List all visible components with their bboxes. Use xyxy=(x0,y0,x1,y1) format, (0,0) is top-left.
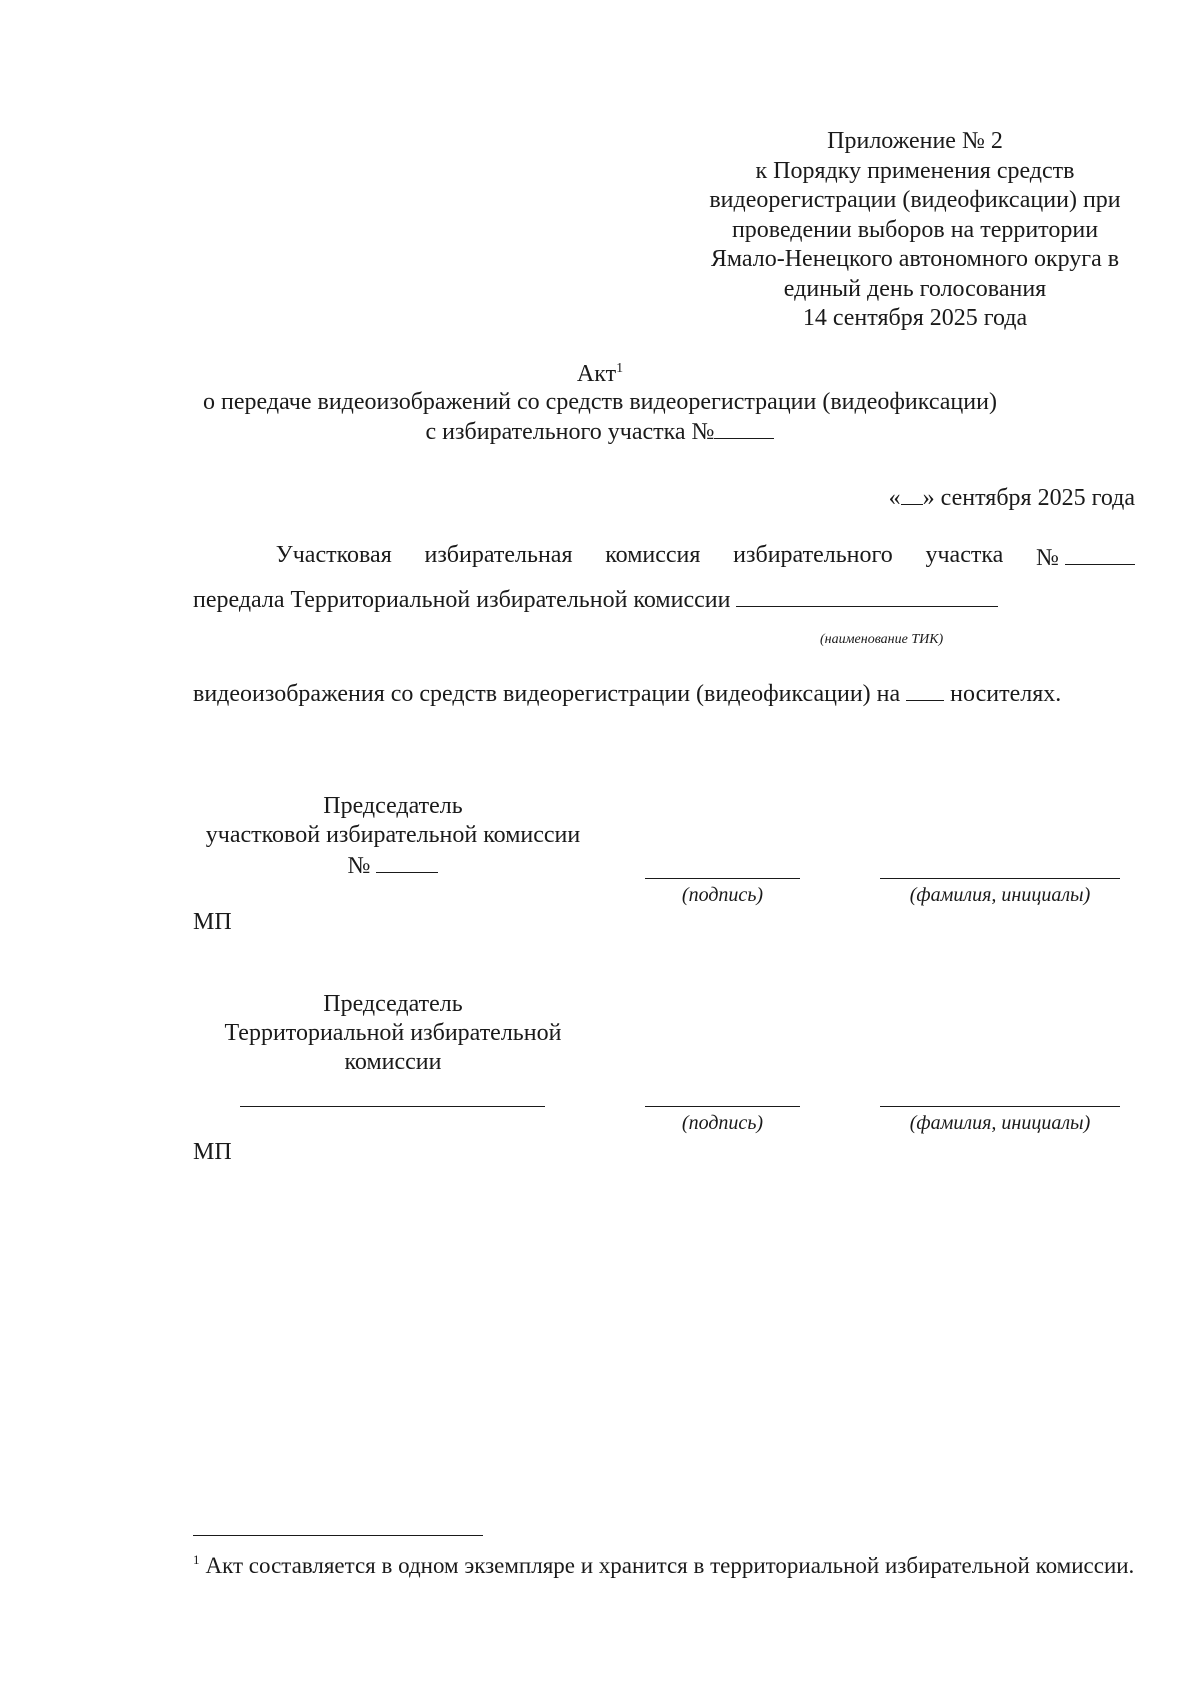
signature1-name-caption: (фамилия, инициалы) xyxy=(909,884,1091,906)
body-word: Участковая xyxy=(275,542,392,568)
tik-caption: (наименование ТИК) xyxy=(820,632,944,647)
body-word: избирательного xyxy=(733,542,893,568)
media-count-blank[interactable] xyxy=(906,678,944,701)
appendix-header xyxy=(660,127,1170,334)
uik-number-blank[interactable] xyxy=(1065,542,1135,565)
tik-name-blank[interactable] xyxy=(736,584,998,607)
footnote xyxy=(193,1550,1135,1582)
precinct-number-blank[interactable] xyxy=(714,416,774,439)
body-line2: передала Территориальной избирательной комиссии xyxy=(193,584,998,614)
act-subtitle-line2: с избирательного участка № xyxy=(180,416,1020,446)
appendix-line: Ямало-Ненецкого автономного округа в xyxy=(710,246,1120,272)
body-number: № xyxy=(1036,542,1135,572)
appendix-line: Приложение № 2 xyxy=(827,128,1003,154)
act-subtitle-line1: о передаче видеоизображений со средств видеорегистрации (видеофиксации) xyxy=(203,389,997,415)
signature1-sign-caption: (подпись) xyxy=(681,884,764,906)
signature2-sign-caption: (подпись) xyxy=(681,1112,764,1134)
day-blank[interactable] xyxy=(901,482,923,505)
appendix-line: единый день голосования xyxy=(783,275,1047,302)
act-date: « » сентября 2025 года xyxy=(889,482,1135,512)
signature2-title: Председатель Территориальной избирательной комиссии xyxy=(224,991,562,1075)
footnote-mark: 1 xyxy=(616,361,624,376)
body-word: избирательная xyxy=(424,542,573,568)
signature2-sign-line[interactable] xyxy=(645,1106,800,1107)
appendix-line: видеорегистрации (видеофиксации) при xyxy=(709,187,1121,213)
signature2-name-caption: (фамилия, инициалы) xyxy=(909,1112,1091,1134)
act-title-block xyxy=(180,360,1020,446)
appendix-line: к Порядку применения средств xyxy=(755,157,1075,184)
signature2-name-line[interactable] xyxy=(880,1106,1120,1107)
appendix-line: 14 сентября 2025 года xyxy=(802,305,1028,331)
signature1-sign-line[interactable] xyxy=(645,878,800,879)
footnote-text: Акт составляется в одном экземпляре и хранится в территориальной избирательной комиссии. xyxy=(205,1553,1135,1578)
body-line3: видеоизображения со средств видеорегистрации (видеофиксации) на носителях. xyxy=(193,678,1061,708)
signature2-seal: МП xyxy=(193,1139,232,1165)
signature1-name-line[interactable] xyxy=(880,878,1120,879)
footnote-number: 1 xyxy=(193,1552,200,1568)
signature2-tik-name-line[interactable] xyxy=(240,1106,545,1107)
signature1-title: Председатель участковой избирательной комиссии № xyxy=(205,793,581,879)
body-line1 xyxy=(193,542,1135,572)
signature1-seal: МП xyxy=(193,909,232,935)
body-word: комиссия xyxy=(605,542,701,568)
signature1-number-blank[interactable] xyxy=(376,850,438,873)
footnote-divider xyxy=(193,1535,483,1536)
act-title: Акт$^1$ xyxy=(576,361,624,387)
appendix-line: проведении выборов на территории xyxy=(731,216,1099,243)
body-word: участка xyxy=(925,542,1004,568)
